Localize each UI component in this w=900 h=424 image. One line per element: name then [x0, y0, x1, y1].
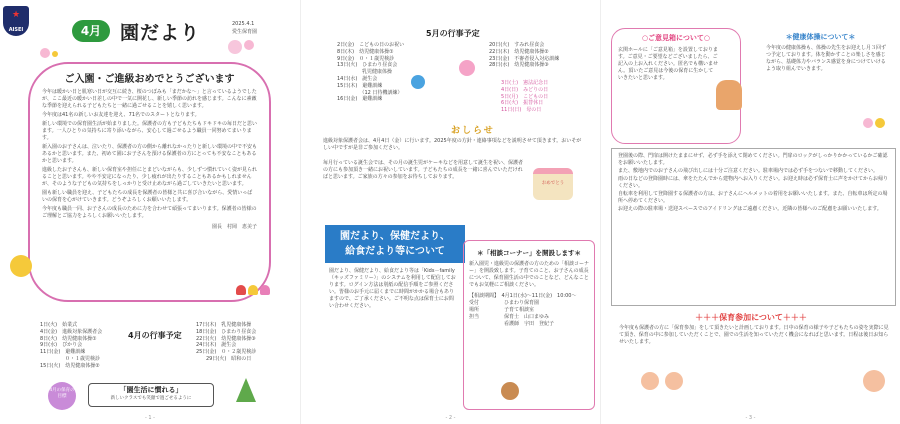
notice-item [323, 138, 585, 152]
info-banner-body: 園だより、保健だより、給食だより等は「Kids－family（キッズファミリー）」のシステムを利用して配信しております。ログイン方法は別紙の配信手順をご参照ください。皆様のお手元に届くまでに時間がかかる場合もありますので、ご了承ください。ご不明な点は保育士にお問い合わせください。 [329, 268, 456, 309]
notice-text: 自転車を利用して登降園する保護者の方は、お子さんにヘルメットの着用をお願いいたします。また、自転車は所定の場所へ停めてください。 [618, 191, 888, 204]
children-illustration [641, 372, 683, 390]
notice-text: また、敷地内でのお子さんの飛び出しには十分ご注意ください。駐車場内では必ず手をつないで移動してください。 [618, 168, 879, 174]
schedule-item: 乳児健康体操 [337, 69, 393, 76]
tulip-icon [248, 285, 258, 295]
paragraph: 新しい環境での保育園生活が始まりました。保護者の方も子どもたちもドキドキの毎日だと思います。一人ひとりの気持ちに寄り添いながら、安心して過ごせるよう職員一同努めてまいります。 [42, 121, 258, 141]
koinobori-icon [411, 75, 425, 89]
star-icon: ★ [11, 10, 21, 20]
paragraph: 今年は暖かい日と肌寒い日が交互に続き、桜のつぼみも「まだかな～」と言っているようでしたが、ここ最近の暖かい日差しの中で一気に開花し、新しい季節の訪れを感じます。こんなに素敵な季節を迎えられる子どもたちと一緒に過ごせることを嬉しく思います。 [42, 89, 257, 109]
tulip-icon [236, 285, 246, 295]
sun-icon [10, 255, 32, 277]
parent-illustration [716, 80, 742, 110]
holiday-item: 11日(日) 母の日 [501, 107, 542, 114]
flower-icon [875, 118, 885, 128]
tulip-icon [260, 285, 270, 295]
schedule-item: 8日(木) 幼児健康体操① [337, 48, 394, 55]
schedule-item: 29日(火) 昭和の日 [196, 355, 252, 362]
suggestion-box-text: 玄関ホールに「ご意見箱」を設置しております。ご意見・ご要望などございましたら、ご記入の上お入れください。匿名でも構いません。頂いたご意見は今後の保育に生かしていきたいと思います。 [618, 47, 719, 81]
tulip-decoration [236, 285, 270, 295]
schedule-item: 14日(水) 誕生会 [337, 75, 378, 82]
exercise-section [766, 45, 886, 73]
april-schedule-right [196, 322, 256, 363]
flower-decoration [40, 48, 58, 58]
exercise-title: ＊健康体操について＊ [785, 33, 856, 41]
schedule-item: 15日(木) 避難訓練 [337, 82, 383, 89]
sakura-decoration [228, 40, 254, 54]
notice-text: 毎月行っている誕生会では、その月の誕生児がケーキなどを用意して誕生を祝い、保護者の方にも参加頂き一緒にお祝いしています。子どもたちの成長を一緒に喜んでいただければと思います。ご家族の方々の参加をお待ちしております。 [323, 160, 524, 180]
goal-title: 「園生活に慣れる」 [119, 386, 183, 394]
safety-notice-box [611, 148, 896, 306]
schedule-item: 24日(木) 誕生会 [196, 342, 237, 349]
paragraph: 今年度も職員一同、お子さんの成長のために力を合わせて頑張ってまいります。保護者の皆様のご理解とご協力をよろしくお願いいたします。 [42, 206, 257, 219]
month-badge: 4月 [72, 20, 110, 42]
bear-icon [501, 382, 519, 400]
page-1 [0, 0, 300, 424]
monthly-goal-badge: 4月の保育の目標 [48, 382, 76, 410]
carnation-icon [459, 60, 475, 76]
greeting-box [28, 62, 271, 302]
newsletter-title: 園だより [120, 22, 201, 44]
schedule-item: 18日(金) ひまわり昼食会 [196, 328, 257, 335]
may-holidays [501, 80, 548, 114]
schedule-item: 20日(火) すみれ昼食会 [489, 42, 545, 48]
paragraph: 進級したお子さんも、新しい保育室や担任にとまどいながらも、少しずつ慣れていく姿が見られることと思います。やや不安定になったり、少し疲れが出たりすることもあるかもしれませんが、そのような子どもの気持ちをしっかりと受け止めながら過ごしていきたいと思います。 [42, 167, 258, 187]
monthly-goal-box [88, 383, 214, 407]
consultation-body: 新入園児・進級児の保護者の方のための「相談コーナー」を開設致します。子育てのこと、お子さんの成長について、保育園生活の中でのことなど、どんなことでもお気軽にご相談ください。 [469, 261, 590, 288]
sakura-icon [244, 40, 254, 50]
flower-icon [863, 118, 873, 128]
exercise-text: 今年度の健康体操も、体操の先生をお迎えし月３回ずつ予定しております。体を動かすことの楽しさを感じながら、基礎体力やバランス感覚を身につけていけるよう取り組んでいきます。 [766, 45, 887, 72]
schedule-item: 13日(火) ひまわり昼食会 [337, 62, 398, 69]
notices-title: おしらせ [451, 126, 495, 136]
schedule-item: ０・１歳児検診 [40, 355, 101, 362]
schedule-item: 1日(火) 始業式 [40, 322, 78, 328]
schedule-item: 15日(火) 幼児健康体操② [40, 362, 100, 369]
notice-item [323, 160, 523, 181]
schedule-item: 22日(火) 幼児健康体操③ [196, 335, 256, 342]
child-icon [863, 370, 885, 392]
participation-section [619, 325, 889, 346]
schedule-item: 28日(水) 幼児健康体操③ [489, 62, 549, 69]
notice-text: 雨の日などの登降園時には、傘をたたんでから建物内へお入りください。お迎え時は必ず保育士に声をかけてからお帰りください。 [618, 176, 889, 189]
page-2 [300, 0, 600, 424]
schedule-item: 11日(金) 避難訓練 [40, 349, 86, 356]
birthday-cake-icon: おめでとう [533, 168, 573, 200]
notice-text: お迎えの際の駐車場・送迎スペースでのアイドリングはご遠慮ください。近隣の皆様へのご配慮をお願いいたします。 [618, 206, 882, 212]
schedule-item: 17日(木) 乳児健康体操 [196, 322, 252, 328]
holiday-item: 3日(土) 憲法記念日 [501, 80, 549, 86]
paragraph: 新入園のお子さんは、泣いたり、保護者の方の側から離れなかったりと新しい環境の中で不安もあるかと思います。また、初めて園にお子さんを預ける保護者の方にとっても不安なこともあるかと思います。 [42, 144, 258, 164]
schedule-item: 25日(金) ０・２歳児検診 [196, 349, 257, 356]
may-schedule-title: 5月の行事予定 [426, 29, 480, 38]
flower-icon [52, 51, 58, 57]
schedule-item: 22日(木) 幼児健康体操② [489, 48, 549, 55]
holiday-item: 6日(火) 振替休日 [501, 100, 544, 107]
schedule-item: 16日(金) 避難訓練 [337, 96, 383, 103]
greeting-title: ご入園・ご進級おめでとうございます [64, 74, 235, 85]
may-schedule-left [337, 42, 404, 103]
page-number: - 1 - [145, 415, 155, 421]
schedule-item: 8日(火) 幼児健康体操① [40, 335, 97, 342]
schedule-item: 4日(金) 進級対象保護者会 [40, 328, 103, 335]
tree-icon [236, 378, 256, 402]
april-schedule-title: 4月の行事予定 [128, 331, 182, 340]
flower-decoration [863, 118, 885, 128]
page-number: - 2 - [445, 415, 456, 421]
issue-date: 2025.4.1 愛生保育園 [232, 21, 258, 35]
notice-text: 進級対象保護者会は、4月4日（金）に行います。2025年度の方針・連絡事項などを説明させて頂きます。おいそがしい中ですが是非ご参加ください。 [323, 138, 582, 151]
participation-text: 今年度も保護者の方に「保育参加」をして頂きたいと計画しております。日中の保育の様子や子どもたちの姿を実際に見て頂き、保育の中に参加していただくことで、園での生活を知っていただく機会になればと思います。日程は後日お知らせいたします。 [619, 325, 889, 345]
consultation-info: 【相談期間】 4月1日(水)～11日(金) 10:00～ 受付 ひまわり保育園 場所 子育て相談室 担当 保育士 山口まゆみ 看護師 宇田 登紀子 [469, 293, 577, 327]
schedule-item: 23日(金) 不審者侵入対応訓練 [489, 55, 560, 62]
notice-text: 登園後の際、門扉は開けたままにせず、必ず手を添えて閉めてください。門扉のロックがしっかりかかっているかご確認をお願いいたします。 [618, 153, 888, 166]
participation-title: ＋＋＋保育参加について＋＋＋ [695, 313, 807, 322]
info-banner: 園だより、保健だより、 給食だより等について [325, 225, 465, 263]
signature: 園長 村岡 恵美子 [211, 224, 257, 230]
schedule-item: 9日(金) ０・１歳児検診 [337, 55, 395, 62]
page-number: - 3 - [745, 415, 756, 421]
child-icon [665, 372, 683, 390]
april-schedule-left [40, 322, 102, 370]
holiday-item: 5日(月) こどもの日 [501, 93, 549, 100]
page-3 [600, 0, 900, 424]
schedule-item: 9日(水) ぴかり会 [40, 342, 83, 349]
consultation-title: ＊「相談コーナー」を開設します＊ [477, 249, 581, 257]
flower-icon [40, 48, 50, 58]
school-logo: ★ AISEI [3, 6, 29, 36]
suggestion-box-title: ○ご意見箱について○ [641, 34, 711, 42]
sakura-icon [228, 40, 242, 54]
holiday-item: 4日(日) みどりの日 [501, 86, 549, 93]
paragraph: 園も新しい職員を迎え、子どもたちの成長を保護者の皆様と共に喜び合いながら、愛情いっぱいの保育を心がけていきます。どうぞよろしくお願いいたします。 [42, 190, 253, 203]
goal-subtitle: 新しいクラスでも笑顔で過ごせるように [110, 396, 192, 401]
may-schedule-right [489, 42, 559, 69]
child-icon [641, 372, 659, 390]
schedule-item: （12 日待機訓練） [337, 89, 403, 96]
consultation-box [463, 240, 595, 410]
paragraph: 今年度は41名の新しいお友達を迎え、71名でのスタートとなります。 [42, 112, 200, 118]
schedule-item: 2日(金) こどもの日のお祝い [337, 42, 405, 48]
